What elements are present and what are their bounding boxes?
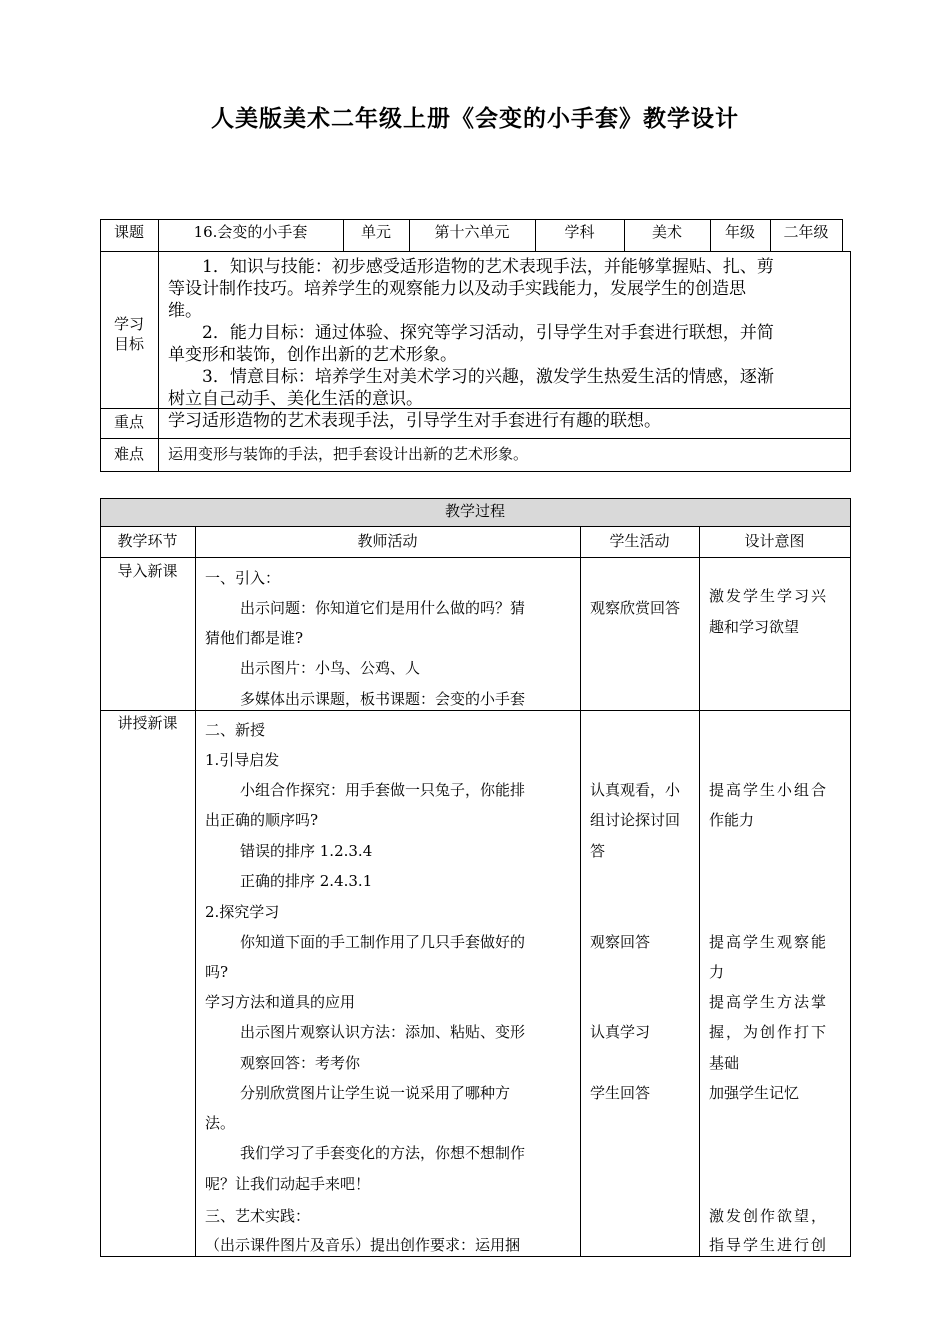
- intent-line: 激发学生学习兴: [709, 587, 829, 605]
- teacher-line: 1.引导启发: [205, 751, 280, 769]
- intent-line: 趣和学习欲望: [709, 618, 800, 636]
- objective-line: 2．能力目标：通过体验、探究等学习活动，引导学生对手套进行联想，并简: [202, 323, 774, 343]
- unit-label: 单元: [360, 223, 391, 241]
- subject-value: 美术: [651, 223, 682, 241]
- teacher-line: 出示图片观察认识方法：添加、粘贴、变形: [240, 1023, 526, 1041]
- column-header-intent: 设计意图: [744, 532, 805, 550]
- objective-line: 等设计制作技巧。培养学生的观察能力以及动手实践能力，发展学生的创造思: [168, 279, 746, 299]
- student-line: 观察回答: [590, 933, 651, 951]
- teacher-line: 我们学习了手套变化的方法，你想不想制作: [240, 1144, 526, 1162]
- topic-label: 课题: [113, 223, 144, 241]
- teacher-line: 二、新授: [205, 721, 266, 739]
- teacher-line: 三、艺术实践：: [205, 1207, 311, 1225]
- intent-line: 提高学生方法掌: [709, 993, 829, 1011]
- objectives-label: [100, 314, 158, 354]
- key-label: 重点: [113, 413, 144, 431]
- intent-line: 作能力: [709, 811, 755, 829]
- teacher-line: 小组合作探究：用手套做一只兔子，你能排: [240, 781, 526, 799]
- teacher-line: 你知道下面的手工制作用了几只手套做好的: [240, 933, 526, 951]
- teacher-line: 观察回答：考考你: [240, 1054, 361, 1072]
- teacher-line: 正确的排序 2.4.3.1: [240, 872, 373, 890]
- objective-line: 3．情意目标：培养学生对美术学习的兴趣，激发学生热爱生活的情感，逐渐: [202, 367, 774, 387]
- teacher-line: 法。: [205, 1114, 236, 1132]
- intent-line: 力: [709, 963, 725, 981]
- intent-line: 提高学生观察能: [709, 933, 829, 951]
- student-line: 认真观看，小: [590, 781, 681, 799]
- teacher-line: 吗?: [205, 963, 229, 981]
- teacher-line: 错误的排序 1.2.3.4: [240, 842, 373, 860]
- student-line: 答: [590, 842, 606, 860]
- document-title: 人美版美术二年级上册《会变的小手套》教学设计: [211, 106, 739, 132]
- subject-label: 学科: [564, 223, 595, 241]
- objectives-text: [168, 256, 848, 410]
- student-activity: 观察欣赏回答: [590, 599, 681, 617]
- column-header-student: 学生活动: [609, 532, 670, 550]
- difficulty-value: 运用变形与装饰的手法，把手套设计出新的艺术形象。: [168, 445, 529, 463]
- objective-line: 单变形和装饰，创作出新的艺术形象。: [168, 345, 457, 365]
- student-line: 组讨论探讨回: [590, 811, 681, 829]
- intent-line: 提高学生小组合: [709, 781, 829, 799]
- intent-line: 指导学生进行创: [709, 1236, 829, 1254]
- objectives-label-line: 学习: [113, 315, 144, 333]
- student-line: 学生回答: [590, 1084, 651, 1102]
- teacher-line: 出示图片：小鸟、公鸡、人: [240, 659, 421, 677]
- column-header-stage: 教学环节: [117, 532, 178, 550]
- grade-label: 年级: [724, 223, 755, 241]
- grade-value: 二年级: [783, 223, 829, 241]
- teacher-line: 出示问题：你知道它们是用什么做的吗？猜: [240, 599, 526, 617]
- objectives-label-line: 目标: [113, 335, 144, 353]
- unit-value: 第十六单元: [434, 223, 510, 241]
- stage-new: 讲授新课: [117, 714, 178, 732]
- key-value: 学习适形造物的艺术表现手法，引导学生对手套进行有趣的联想。: [168, 411, 661, 431]
- intent-line: 基础: [709, 1054, 740, 1072]
- difficulty-label: 难点: [113, 445, 144, 463]
- topic-value: 16.会变的小手套: [193, 223, 308, 241]
- intent-line: 握，为创作打下: [709, 1023, 829, 1041]
- teacher-line: 猜他们都是谁?: [205, 629, 304, 647]
- teacher-line: 出正确的顺序吗?: [205, 811, 319, 829]
- column-header-teacher: 教师活动: [357, 532, 418, 550]
- teacher-line: 呢？让我们动起手来吧！: [205, 1175, 371, 1193]
- student-line: 认真学习: [590, 1023, 651, 1041]
- teacher-line: 一、引入：: [205, 569, 281, 587]
- teacher-line: 分别欣赏图片让学生说一说采用了哪种方: [240, 1084, 511, 1102]
- teacher-line: （出示课件图片及音乐）提出创作要求：运用捆: [205, 1236, 521, 1254]
- stage-intro: 导入新课: [117, 562, 178, 580]
- teacher-line: 多媒体出示课题，板书课题：会变的小手套: [240, 690, 526, 708]
- objective-line: 树立自己动手、美化生活的意识。: [168, 389, 423, 409]
- intent-line: 激发创作欲望，: [709, 1207, 829, 1225]
- teacher-line: 学习方法和道具的应用: [205, 993, 356, 1011]
- process-header: 教学过程: [444, 502, 505, 520]
- teacher-line: 2.探究学习: [205, 903, 280, 921]
- objective-line: 1．知识与技能：初步感受适形造物的艺术表现手法，并能够掌握贴、扎、剪: [202, 257, 774, 277]
- intent-line: 加强学生记忆: [709, 1084, 800, 1102]
- objective-line: 维。: [168, 301, 202, 321]
